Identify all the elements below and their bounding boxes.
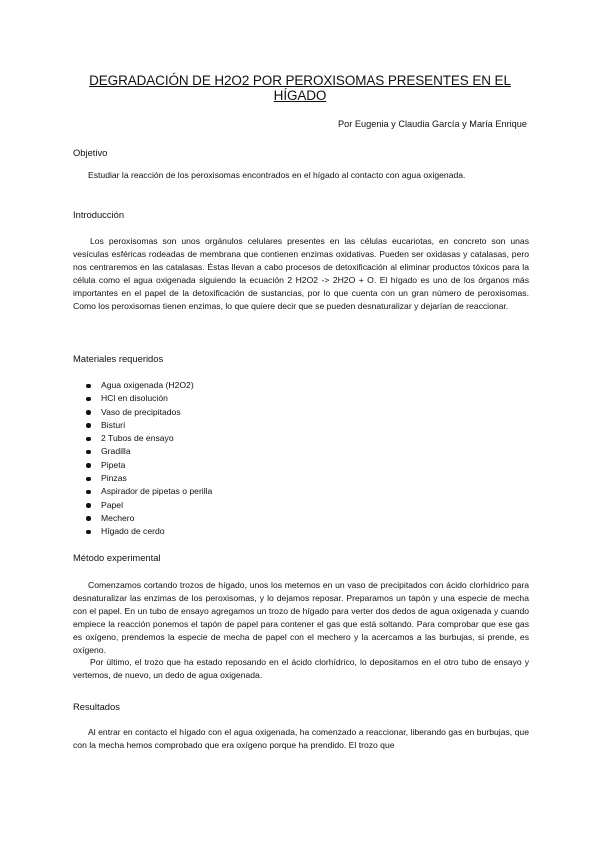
list-item: Gradilla [86, 445, 212, 458]
list-item: 2 Tubos de ensayo [86, 432, 212, 445]
heading-introduccion: Introducción [73, 209, 125, 220]
document-authors: Por Eugenia y Claudia García y María Enrique [338, 119, 527, 129]
paragraph-resultados-text: Al entrar en contacto el hígado con el agua oxigenada, ha comenzado a reaccionar, liberando gas en burbujas, que con la mecha hemos comprobado que era oxígeno porque ha prendido. El trozo que [73, 727, 529, 750]
bullet-icon [86, 450, 91, 455]
paragraph-resultados [73, 726, 529, 752]
paragraph-objetivo [73, 169, 529, 182]
bullet-icon [86, 503, 91, 508]
bullet-icon [86, 477, 91, 482]
heading-materiales: Materiales requeridos [73, 353, 164, 364]
bullet-icon [86, 463, 91, 468]
bullet-icon [86, 384, 91, 389]
heading-objetivo: Objetivo [73, 147, 108, 158]
list-item: Agua oxigenada (H2O2) [86, 379, 212, 392]
list-item: Mechero [86, 512, 212, 525]
bullet-icon [86, 490, 91, 495]
heading-resultados: Resultados [73, 701, 120, 712]
paragraph-metodo-text-2: Por último, el trozo que ha estado reposando en el ácido clorhídrico, lo depositamos en el otro tubo de ensayo y vertemos, de nuevo, un dedo de agua oxigenada. [73, 657, 529, 681]
list-item: HCl en disolución [86, 392, 212, 405]
document-title: DEGRADACIÓN DE H2O2 POR PEROXISOMAS PRESENTES EN EL HÍGADO [89, 73, 511, 103]
bullet-icon [86, 437, 91, 442]
list-item: Hígado de cerdo [86, 525, 212, 538]
list-item: Papel [86, 499, 212, 512]
paragraph-metodo-text: Comenzamos cortando trozos de hígado, unos los metemos en un vaso de precipitados con ácido clorhídrico para desnaturalizar las enzimas de los peroxisomas, y lo dejamos reposar. Preparamos un tapón y una especie de mecha con el papel. En un tubo de ensayo agregamos un trozo de hígado para verter dos dedos de agua oxigenada y cuando empiece la reacción ponemos el tapón de papel para contener el gas que está soltando. Para comprobar que ese gas es oxígeno, prendemos la especie de mecha de papel con el mechero y la acercamos a las burbujas, si prende, es oxígeno. [73, 580, 529, 655]
paragraph-objetivo-text: Estudiar la reacción de los peroxisomas encontrados en el hígado al contacto con agua oxigenada. [88, 170, 466, 180]
bullet-icon [86, 397, 91, 402]
list-item: Pinzas [86, 472, 212, 485]
paragraph-metodo [73, 579, 529, 682]
materials-list [86, 379, 212, 539]
paragraph-introduccion-text: Los peroxisomas son unos orgánulos celulares presentes en las células eucariotas, en concreto son unas vesículas esféricas rodeadas de membrana que contienen enzimas oxidativas. Pueden ser oxidasas y catalasas, pero nos centraremos en las catalasas. Éstas llevan a cabo procesos de detoxificación al eliminar productos tóxicos para la célula como el agua oxigenada siguiendo la ecuación 2 H2O2 -> 2H2O + O. El hígado es uno de los órganos más importantes en el papel de la detoxificación de sustancias, por lo que cuenta con un gran número de peroxisomas. Como los peroxisomas tienen enzimas, lo que quiere decir que se pueden desnaturalizar y dejarían de reaccionar. [73, 236, 529, 311]
bullet-icon [86, 530, 91, 535]
list-item: Vaso de precipitados [86, 406, 212, 419]
list-item: Aspirador de pipetas o perilla [86, 485, 212, 498]
bullet-icon [86, 516, 91, 521]
paragraph-introduccion [73, 235, 529, 312]
list-item: Pipeta [86, 459, 212, 472]
bullet-icon [86, 423, 91, 428]
heading-metodo: Método experimental [73, 552, 161, 563]
list-item: Bisturí [86, 419, 212, 432]
bullet-icon [86, 410, 91, 415]
